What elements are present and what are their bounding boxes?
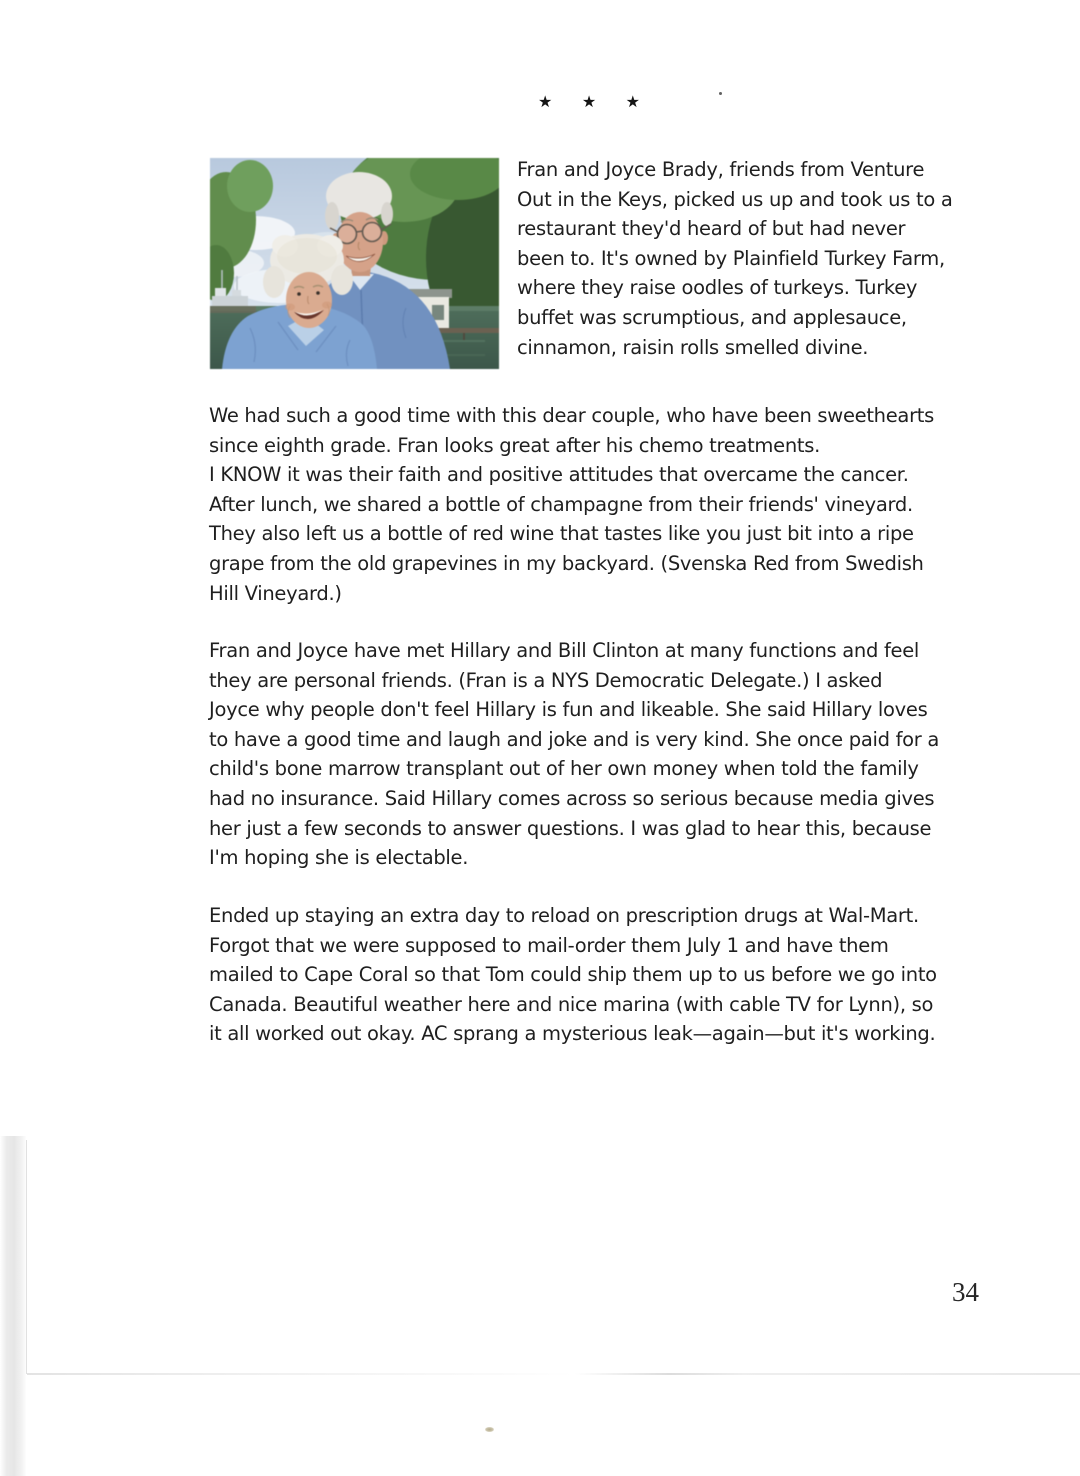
text-line: since eighth grade. Fran looks great after his chemo treatments. — [209, 433, 820, 457]
paragraph-couple — [209, 401, 934, 608]
scan-edge-line-vertical — [26, 1140, 27, 1374]
text-line: cinnamon, raisin rolls smelled divine. — [517, 335, 869, 359]
text-line: grape from the old grapevines in my backyard. (Svenska Red from Swedish — [209, 551, 924, 575]
paragraph-clintons — [209, 636, 939, 873]
text-line: it all worked out okay. AC sprang a mysterious leak—again—but it's working. — [209, 1022, 936, 1046]
text-line: child's bone marrow transplant out of her own money when told the family — [209, 757, 919, 781]
star-icon: ★ — [581, 92, 597, 111]
section-separator — [538, 94, 640, 110]
text-line: they are personal friends. (Fran is a NYS Democratic Delegate.) I asked — [209, 668, 883, 692]
text-line: After lunch, we shared a bottle of champagne from their friends' vineyard. — [209, 492, 913, 516]
text-line: buffet was scrumptious, and applesauce, — [517, 305, 907, 329]
text-line: Hill Vineyard.) — [209, 581, 342, 605]
couple-photo-illustration — [210, 158, 499, 369]
text-line: where they raise oodles of turkeys. Turkey — [517, 276, 918, 300]
text-line: to have a good time and laugh and joke and is very kind. She once paid for a — [209, 727, 940, 751]
photo-side-paragraph — [517, 155, 953, 362]
text-line: Forgot that we were supposed to mail-order them July 1 and have them — [209, 933, 889, 957]
text-line: Canada. Beautiful weather here and nice marina (with cable TV for Lynn), so — [209, 992, 934, 1016]
text-line: Fran and Joyce Brady, friends from Venture — [517, 158, 925, 181]
scan-speck — [719, 92, 722, 95]
paragraph-walmart — [209, 901, 937, 1049]
scan-speck — [485, 1427, 494, 1432]
text-line: I KNOW it was their faith and positive attitudes that overcame the cancer. — [209, 463, 909, 487]
text-line: been to. It's owned by Plainfield Turkey Farm, — [517, 246, 945, 270]
text-line: Out in the Keys, picked us up and took us to a — [517, 187, 953, 211]
star-icon: ★ — [538, 92, 553, 111]
text-line: I'm hoping she is electable. — [209, 846, 469, 870]
text-line: Ended up staying an extra day to reload on prescription drugs at Wal-Mart. — [209, 904, 919, 927]
text-line: mailed to Cape Coral so that Tom could ship them up to us before we go into — [209, 963, 937, 987]
scan-edge-shadow — [0, 1136, 26, 1476]
text-line: had no insurance. Said Hillary comes across so serious because media gives — [209, 786, 935, 810]
text-line: Joyce why people don't feel Hillary is fun and likeable. She said Hillary loves — [209, 698, 928, 722]
text-line: They also left us a bottle of red wine that tastes like you just bit into a ripe — [209, 522, 914, 546]
text-line: restaurant they'd heard of but had never — [517, 217, 906, 241]
text-line: her just a few seconds to answer questions. I was glad to hear this, because — [209, 816, 932, 840]
text-line: Fran and Joyce have met Hillary and Bill Clinton at many functions and feel — [209, 639, 920, 662]
star-icon: ★ — [625, 92, 640, 111]
page-number: 34 — [952, 1277, 979, 1307]
couple-photo — [210, 158, 499, 369]
scan-edge-line-horizontal — [27, 1373, 1080, 1375]
text-line: We had such a good time with this dear couple, who have been sweethearts — [209, 404, 935, 427]
